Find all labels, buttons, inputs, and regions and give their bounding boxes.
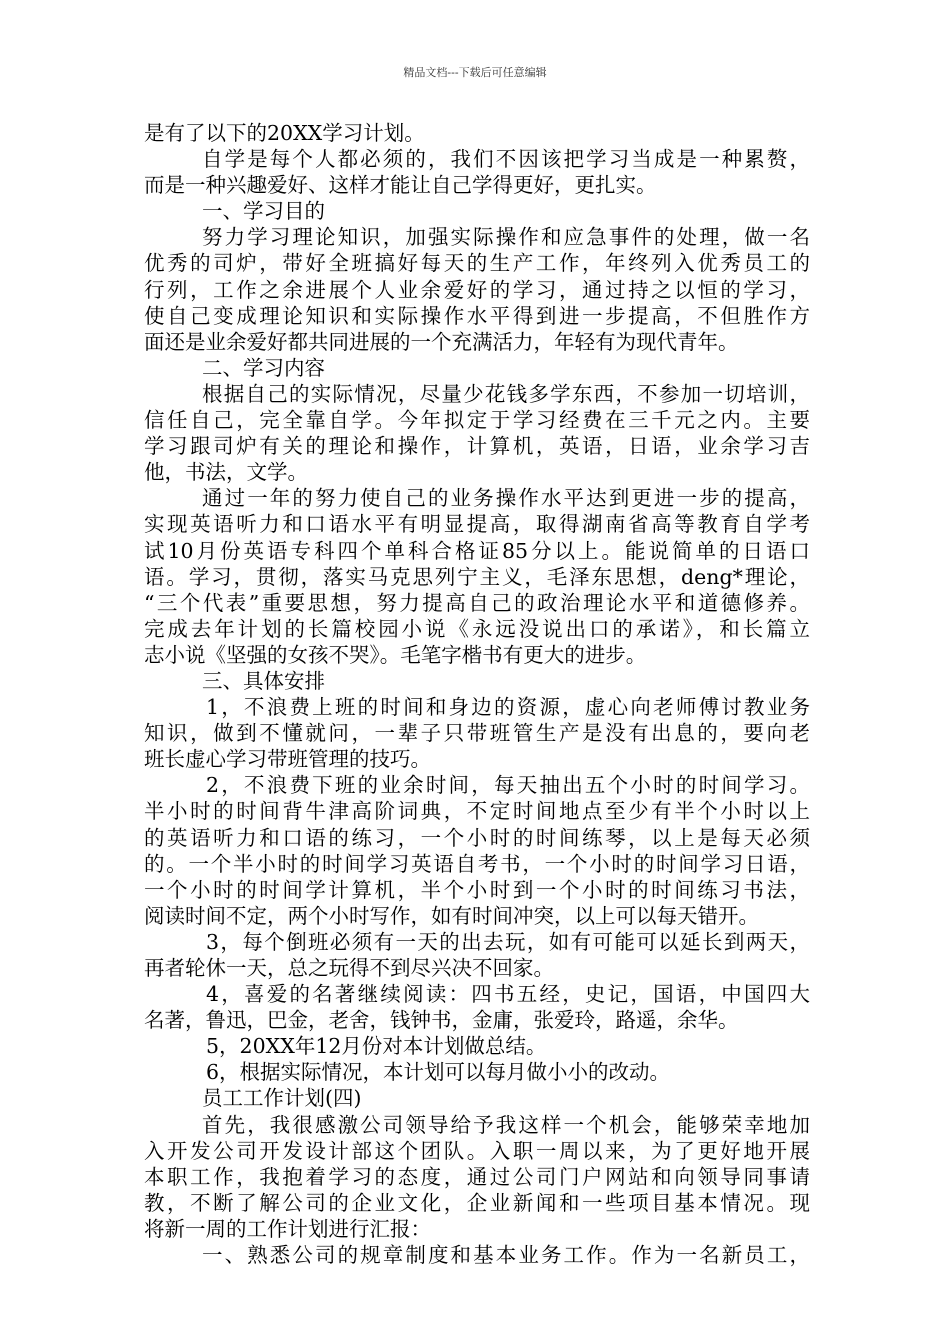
text-line: 一、学习目的: [202, 199, 325, 224]
text-line: 志小说《坚强的女孩不哭》。毛笔字楷书有更大的进步。: [144, 642, 647, 667]
text-line: “三个代表”重要思想，努力提高自己的政治理论水平和道德修养。: [144, 590, 810, 615]
text-line: 自学是每个人都必须的，我们不因该把学习当成是一种累赘，: [202, 147, 810, 172]
text-line: 知识，做到不懂就问，一辈子只带班管生产是没有出息的，要向老: [144, 721, 810, 746]
text-line: 通过一年的努力使自己的业务操作水平达到更进一步的提高，: [202, 486, 810, 511]
text-line: 首先，我很感激公司领导给予我这样一个机会，能够荣幸地加: [202, 1112, 810, 1137]
text-line: 而是一种兴趣爱好、这样才能让自己学得更好，更扎实。: [144, 173, 657, 198]
text-line: 一、熟悉公司的规章制度和基本业务工作。作为一名新员工，: [202, 1243, 810, 1268]
text-line: 1，不浪费上班的时间和身边的资源，虚心向老师傅讨教业务: [206, 695, 810, 720]
text-line: 将新一周的工作计划进行汇报：: [144, 1216, 431, 1241]
text-line: 试10月份英语专科四个单科合格证85分以上。能说简单的日语口: [144, 538, 810, 563]
text-line: 二、学习内容: [202, 355, 325, 380]
text-line: 5，20XX年12月份对本计划做总结。: [206, 1034, 547, 1059]
text-line: 本职工作，我抱着学习的态度，通过公司门户网站和向领导同事请: [144, 1164, 810, 1189]
text-line: 语。学习，贯彻，落实马克思列宁主义，毛泽东思想，deng*理论，: [144, 564, 810, 589]
text-line: 努力学习理论知识，加强实际操作和应急事件的处理，做一名: [202, 225, 810, 250]
text-line: 是有了以下的20XX学习计划。: [144, 121, 425, 145]
text-line: 再者轮休一天，总之玩得不到尽兴决不回家。: [144, 956, 554, 980]
text-line: 入开发公司开发设计部这个团队。入职一周以来，为了更好地开展: [144, 1138, 810, 1163]
text-line: 4，喜爱的名著继续阅读：四书五经，史记，国语，中国四大: [206, 982, 810, 1007]
text-line: 面还是业余爱好都共同进展的一个充满活力，年轻有为现代青年。: [144, 329, 739, 354]
text-line: 员工工作计划(四): [202, 1086, 362, 1111]
text-line: 2，不浪费下班的业余时间，每天抽出五个小时的时间学习。: [206, 773, 810, 798]
text-line: 完成去年计划的长篇校园小说《永远没说出口的承诺》，和长篇立: [144, 616, 810, 641]
text-line: 使自己变成理论知识和实际操作水平得到进一步提高，不但胜作方: [144, 303, 810, 328]
text-line: 阅读时间不定，两个小时写作，如有时间冲突，以上可以每天错开。: [144, 903, 759, 928]
text-line: 教，不断了解公司的企业文化，企业新闻和一些项目基本情况。现: [144, 1190, 810, 1215]
text-line: 他，书法，文学。: [144, 460, 308, 485]
text-line: 名著，鲁迅，巴金，老舍，钱钟书，金庸，张爱玲，路遥，余华。: [144, 1008, 739, 1033]
text-line: 6，根据实际情况，本计划可以每月做小小的改动。: [206, 1060, 671, 1085]
text-line: 班长虚心学习带班管理的技巧。: [144, 747, 431, 772]
text-line: 三、具体安排: [202, 668, 325, 693]
text-line: 实现英语听力和口语水平有明显提高，取得湖南省高等教育自学考: [144, 512, 810, 537]
text-line: 行列，工作之余进展个人业余爱好的学习，通过持之以恒的学习，: [144, 277, 810, 302]
page-header: 精品文档---下载后可任意编辑: [403, 66, 547, 79]
text-line: 根据自己的实际情况，尽量少花钱多学东西，不参加一切培训，: [202, 381, 810, 406]
text-line: 优秀的司炉，带好全班搞好每天的生产工作，年终列入优秀员工的: [144, 251, 810, 276]
text-line: 学习跟司炉有关的理论和操作，计算机，英语，日语，业余学习吉: [144, 434, 810, 459]
text-line: 3，每个倒班必须有一天的出去玩，如有可能可以延长到两天，: [206, 929, 810, 954]
text-line: 一个小时的时间学计算机，半个小时到一个小时的时间练习书法，: [144, 877, 810, 902]
text-line: 的。一个半小时的时间学习英语自考书，一个小时的时间学习日语，: [144, 851, 810, 876]
text-line: 半小时的时间背牛津高阶词典，不定时间地点至少有半个小时以上: [144, 799, 810, 824]
text-line: 的英语听力和口语的练习，一个小时的时间练琴，以上是每天必须: [144, 825, 810, 850]
text-line: 信任自己，完全靠自学。今年拟定于学习经费在三千元之内。主要: [144, 408, 810, 433]
document-body: [144, 120, 810, 1268]
